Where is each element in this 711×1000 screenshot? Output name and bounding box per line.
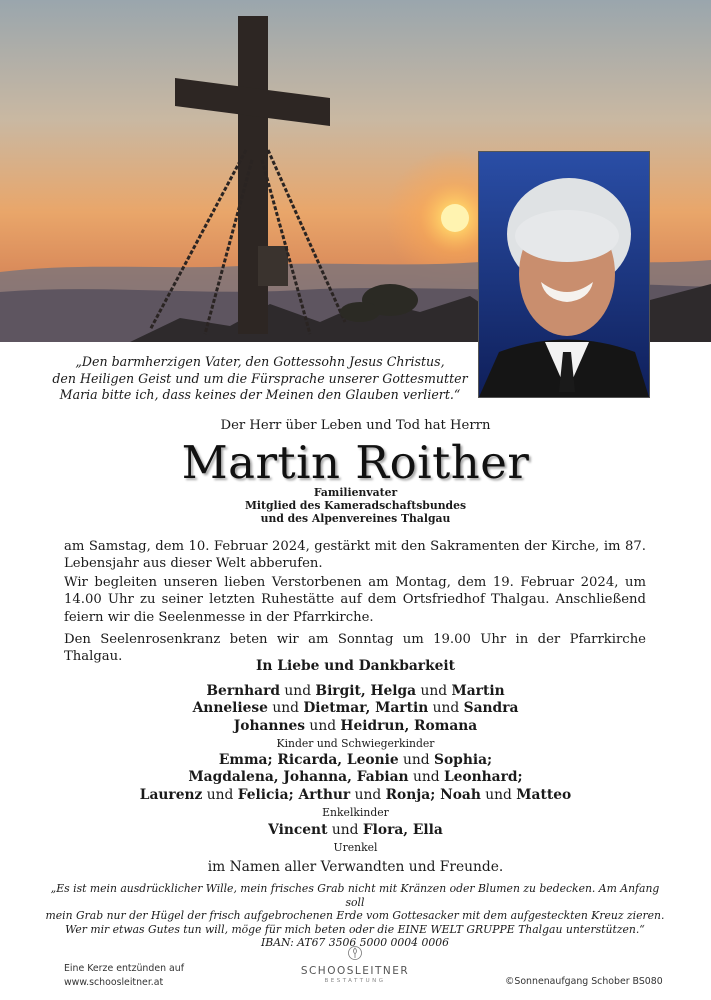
roles	[0, 486, 711, 525]
relatives-line: im Namen aller Verwandten und Freunde.	[207, 859, 504, 875]
portrait-photo	[478, 151, 650, 398]
family-name: Anneliese	[192, 700, 268, 717]
quote-line: „Den barmherzigen Vater, den Gottessohn Jesus Christus,	[75, 354, 445, 369]
family-name: Heidrun, Romana	[340, 717, 478, 734]
children-block: Bernhard und Birgit, Helga und Martin Anneliese und Dietmar, Martin und Sandra Johannes und Heidrun, Romana Kinder und Schwiegerkinder	[0, 683, 711, 753]
family-name: Felicia; Arthur	[237, 786, 351, 803]
family-name: Flora, Ella	[362, 822, 443, 838]
great-grandchildren-label: Urenkel	[333, 841, 378, 855]
children-label: Kinder und Schwiegerkinder	[276, 737, 435, 751]
role: und des Alpenvereines Thalgau	[260, 512, 451, 525]
paragraph-funeral: Wir begleiten unseren lieben Verstorbenen am Montag, dem 19. Februar 2024, um 14.00 Uhr zu seiner letzten Ruhestätte auf dem Ortsfriedhof Thalgau. Anschließend feiern wir die Seelenmesse in der Pfarrkirche.	[64, 575, 646, 625]
flower-logo-icon	[347, 945, 363, 961]
candle-link-block[interactable]	[64, 962, 184, 990]
deceased-name: Martin Roither	[181, 436, 530, 489]
closing-line: Wer mir etwas Gutes tun will, möge für mich beten oder die EINE WELT GRUPPE Thalgau unterstützen.“	[65, 922, 645, 936]
closing-line: „Es ist mein ausdrücklicher Wille, mein frisches Grab nicht mit Kränzen oder Blumen zu bedecken. Am Anfang soll	[50, 882, 660, 909]
role: Familienvater	[313, 486, 398, 499]
family-name: Emma; Ricarda, Leonie	[218, 752, 399, 768]
paragraph-death: am Samstag, dem 10. Februar 2024, gestärkt mit den Sakramenten der Kirche, im 87. Lebensjahr aus dieser Welt abberufen.	[64, 539, 646, 572]
family-name: Leonhard;	[443, 769, 523, 786]
family-name: Vincent	[268, 822, 328, 838]
family-name: Dietmar, Martin	[303, 700, 429, 717]
funeral-home-logo	[300, 945, 410, 984]
role: Mitglied des Kameradschaftsbundes	[244, 499, 467, 512]
grandchildren-block: Emma; Ricarda, Leonie und Sophia; Magdalena, Johanna, Fabian und Leonhard; Laurenz und Felicia; Arthur und Ronja; Noah und Matteo Enkelkinder	[0, 752, 711, 822]
quote-line: Maria bitte ich, dass keines der Meinen den Glauben verliert.“	[59, 387, 461, 402]
website-link[interactable]: www.schoosleitner.at	[64, 977, 164, 988]
closing-line: mein Grab nur der Hügel der frisch aufgebrochenen Erde vom Gottesacker mit dem aufgesteckten Kreuz zieren.	[45, 909, 665, 923]
family-name: Sandra	[463, 700, 519, 717]
opening-quote	[40, 354, 480, 404]
iban: IBAN: AT67 3506 5000 0004 0006	[261, 936, 449, 950]
family-name: Birgit, Helga	[315, 683, 417, 699]
family-name: Laurenz	[139, 786, 203, 803]
candle-text: Eine Kerze entzünden auf	[64, 963, 185, 974]
love-heading: In Liebe und Dankbarkeit	[255, 658, 456, 674]
intro-text: Der Herr über Leben und Tod hat Herrn	[220, 418, 491, 433]
family-name: Ronja; Noah	[385, 786, 481, 803]
family-name: Sophia;	[434, 752, 493, 768]
closing-wish	[40, 882, 670, 950]
quote-line: den Heiligen Geist und um die Fürsprache unserer Gottesmutter	[52, 370, 468, 386]
family-name: Martin	[451, 683, 505, 699]
family-name: Matteo	[516, 786, 572, 803]
logo-subtitle: BESTATTUNG	[324, 978, 386, 984]
photo-credit: ©Sonnenaufgang Schober BS080	[505, 976, 663, 987]
grandchildren-label: Enkelkinder	[322, 806, 389, 820]
family-name: Bernhard	[206, 683, 281, 699]
paragraph-rosary: Den Seelenrosenkranz beten wir am Sonntag um 19.00 Uhr in der Pfarrkirche Thalgau.	[64, 632, 646, 665]
great-grandchildren-block: Vincent und Flora, Ella Urenkel	[0, 822, 711, 857]
family-name: Magdalena, Johanna, Fabian	[188, 769, 409, 786]
family-name: Johannes	[233, 717, 306, 734]
logo-name: SCHOOSLEITNER	[300, 965, 410, 977]
